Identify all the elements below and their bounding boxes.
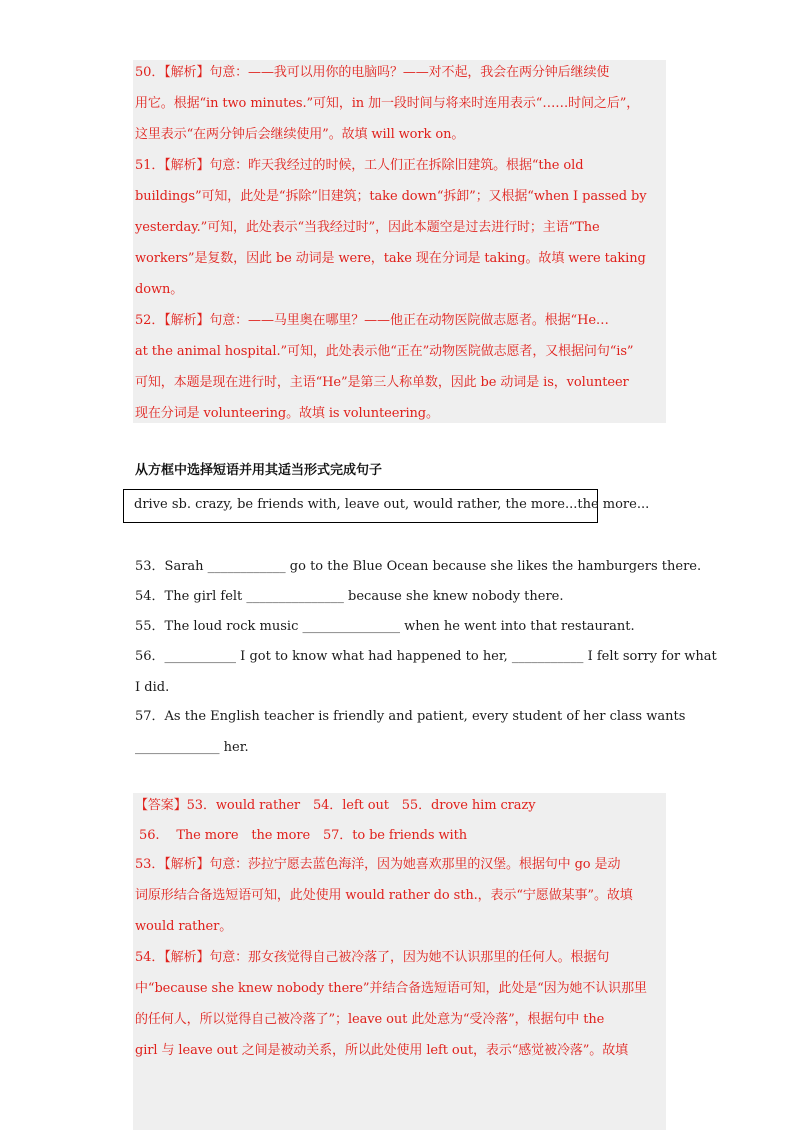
analysis-line: 52．【解析】句意：——马里奥在哪里？——他正在动物医院做志愿者。根据“He… — [135, 313, 609, 328]
question-line: _____________ her. — [135, 740, 249, 755]
analysis-line: 现在分词是 volunteering。故填 is volunteering。 — [135, 406, 439, 421]
analysis-line: yesterday.”可知，此处表示“当我经过时”，因此本题空是过去进行时；主语“The — [135, 220, 600, 235]
analysis-line: 51．【解析】句意：昨天我经过的时候，工人们正在拆除旧建筑。根据“the old — [135, 158, 584, 173]
analysis-line: 50．【解析】句意：——我可以用你的电脑吗？——对不起，我会在两分钟后继续使 — [135, 65, 610, 80]
analysis-line: 53．【解析】句意：莎拉宁愿去蓝色海洋，因为她喜欢那里的汉堡。根据句中 go 是动 — [135, 857, 621, 872]
answer-line: 【答案】53．would rather 54．left out 55．drove him crazy — [135, 798, 536, 813]
analysis-line: 用它。根据“in two minutes.”可知，in 加一段时间与将来时连用表示“……时间之后”， — [135, 96, 640, 111]
analysis-line: down。 — [135, 282, 184, 297]
question-line: 53．Sarah ____________ go to the Blue Ocean because she likes the hamburgers there. — [135, 559, 702, 574]
question-line: I did. — [135, 680, 170, 695]
analysis-line: 中“because she knew nobody there”并结合备选短语可知，此处是“因为她不认识那里 — [135, 981, 647, 996]
analysis-highlight-top — [133, 60, 666, 423]
analysis-line: girl 与 leave out 之间是被动关系，所以此处使用 left out，表示“感觉被冷落”。故填 — [135, 1043, 629, 1058]
question-line: 54．The girl felt _______________ because she knew nobody there. — [135, 589, 564, 604]
analysis-line: would rather。 — [135, 919, 233, 934]
section-title: 从方框中选择短语并用其适当形式完成句子 — [135, 463, 383, 478]
question-line: 55．The loud rock music _______________ when he went into that restaurant. — [135, 619, 635, 634]
analysis-line: workers”是复数，因此 be 动词是 were，take 现在分词是 taking。故填 were taking — [135, 251, 646, 266]
phrase-box — [123, 489, 650, 523]
analysis-line: 的任何人，所以觉得自己被冷落了”；leave out 此处意为“受冷落”，根据句中 the — [135, 1012, 605, 1027]
question-line: 56．___________ I got to know what had happened to her, ___________ I felt sorry for what — [135, 649, 717, 664]
question-line: 57．As the English teacher is friendly and patient, every student of her class wants — [135, 709, 686, 724]
analysis-line: at the animal hospital.”可知，此处表示他“正在”动物医院做志愿者，又根据问句“is” — [135, 344, 634, 359]
analysis-line: 这里表示“在两分钟后会继续使用”。故填 will work on。 — [135, 127, 465, 142]
analysis-line: 词原形结合备选短语可知，此处使用 would rather do sth.，表示“宁愿做某事”。故填 — [135, 888, 633, 903]
analysis-line: 可知，本题是现在进行时，主语“He”是第三人称单数，因此 be 动词是 is，volunteer — [135, 375, 629, 390]
analysis-line: buildings”可知，此处是“拆除”旧建筑；take down“拆卸”；又根据“when I passed by — [135, 189, 647, 204]
answer-line: 56. The more the more 57．to be friends with — [135, 828, 467, 843]
analysis-line: 54．【解析】句意：那女孩觉得自己被冷落了，因为她不认识那里的任何人。根据句 — [135, 950, 610, 965]
phrase-list: drive sb. crazy, be friends with, leave out, would rather, the more...the more... — [134, 497, 650, 512]
